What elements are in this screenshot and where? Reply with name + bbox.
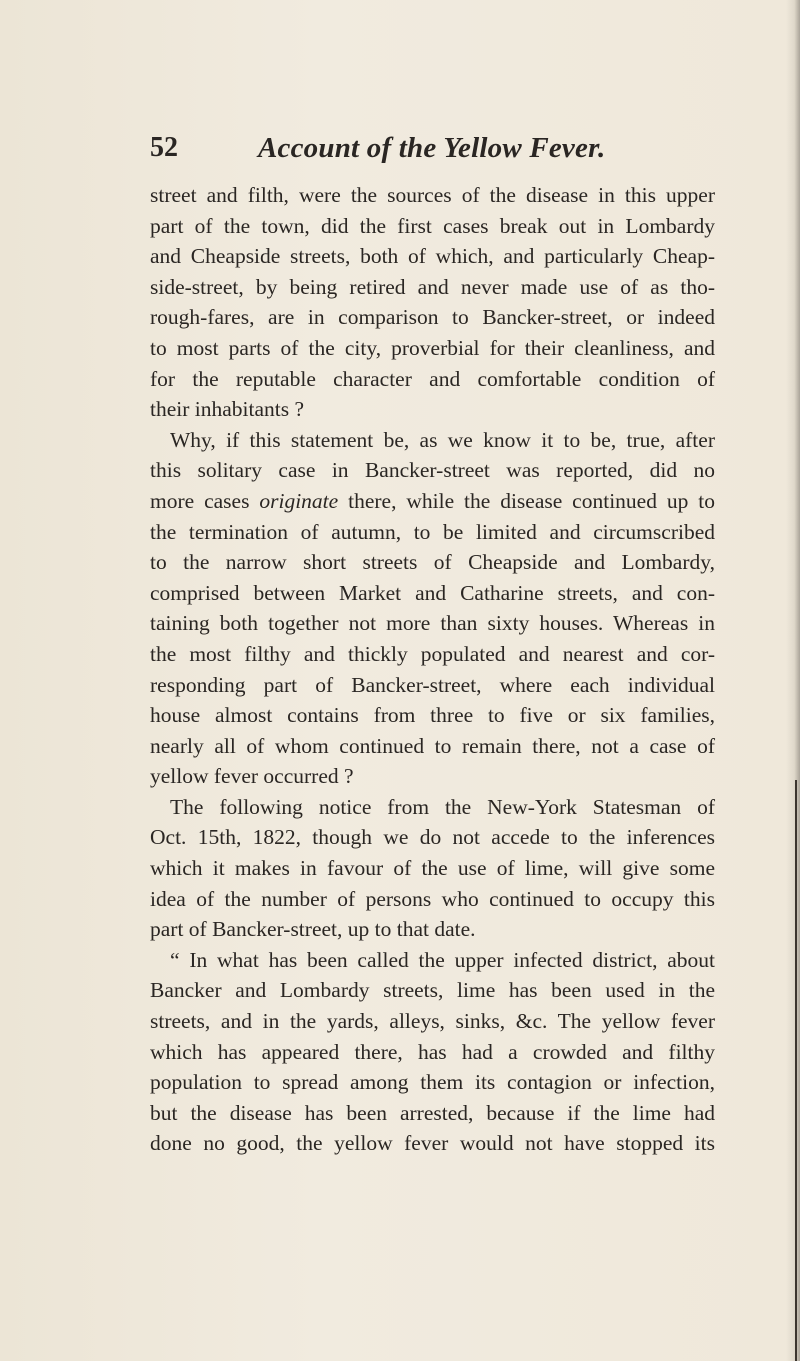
text-line: the termination of autumn, to be limited and circumscribed bbox=[150, 519, 715, 544]
text-line: Why, if this statement be, as we know it to be, true, after bbox=[170, 427, 715, 452]
text-line: Oct. 15th, 1822, though we do not accede to the inferences bbox=[150, 825, 715, 850]
text-line: which it makes in favour of the use of lime, will give some bbox=[150, 856, 715, 881]
text-line: and Cheapside streets, both of which, and particularly Cheap- bbox=[150, 244, 715, 269]
text-line: their inhabitants ? bbox=[150, 397, 305, 422]
text-line: done no good, the yellow fever would not have stopped its bbox=[150, 1131, 715, 1156]
text-line: nearly all of whom continued to remain there, not a case of bbox=[150, 733, 715, 758]
text-line: Bancker and Lombardy streets, lime has been used in the bbox=[150, 978, 715, 1003]
text-line: comprised between Market and Catharine streets, and con- bbox=[150, 580, 715, 605]
text-line: responding part of Bancker-street, where each individual bbox=[150, 672, 715, 697]
text-line: side-street, by being retired and never made use of as tho- bbox=[150, 274, 715, 299]
page-header bbox=[150, 132, 720, 172]
text-line: part of Bancker-street, up to that date. bbox=[150, 917, 476, 942]
text-line: “ In what has been called the upper infected district, about bbox=[170, 947, 715, 972]
text-line: more cases originate there, while the disease continued up to bbox=[150, 488, 716, 513]
text-line: for the reputable character and comfortable condition of bbox=[150, 366, 715, 391]
page-edge-line bbox=[795, 780, 797, 1361]
text-line: streets, and in the yards, alleys, sinks, &c. The yellow fever bbox=[150, 1009, 715, 1034]
text-line: to most parts of the city, proverbial for their cleanliness, and bbox=[150, 335, 715, 360]
text-line: part of the town, did the first cases break out in Lombardy bbox=[150, 213, 715, 238]
text-line: yellow fever occurred ? bbox=[150, 764, 354, 789]
text-line: the most filthy and thickly populated and nearest and cor- bbox=[150, 641, 715, 666]
page-edge-shadow bbox=[786, 0, 800, 1361]
text-line: taining both together not more than sixty houses. Whereas in bbox=[150, 611, 715, 636]
text-line: which has appeared there, has had a crowded and filthy bbox=[150, 1039, 715, 1064]
text-line: idea of the number of persons who continued to occupy this bbox=[150, 886, 715, 911]
page-number: 52 bbox=[150, 132, 178, 163]
text-line: this solitary case in Bancker-street was reported, did no bbox=[150, 458, 715, 483]
text-line: to the narrow short streets of Cheapside and Lombardy, bbox=[150, 550, 715, 575]
text-line: rough-fares, are in comparison to Bancker-street, or indeed bbox=[150, 305, 715, 330]
text-line: house almost contains from three to five or six families, bbox=[150, 703, 715, 728]
running-title: Account of the Yellow Fever. bbox=[258, 132, 606, 164]
text-line: population to spread among them its contagion or infection, bbox=[150, 1070, 715, 1095]
text-line: but the disease has been arrested, because if the lime had bbox=[150, 1100, 715, 1125]
text-line: The following notice from the New-York Statesman of bbox=[170, 794, 715, 819]
body-text bbox=[150, 180, 715, 1159]
emphasized-word: originate bbox=[259, 488, 339, 513]
text-line: street and filth, were the sources of the disease in this upper bbox=[150, 183, 715, 207]
